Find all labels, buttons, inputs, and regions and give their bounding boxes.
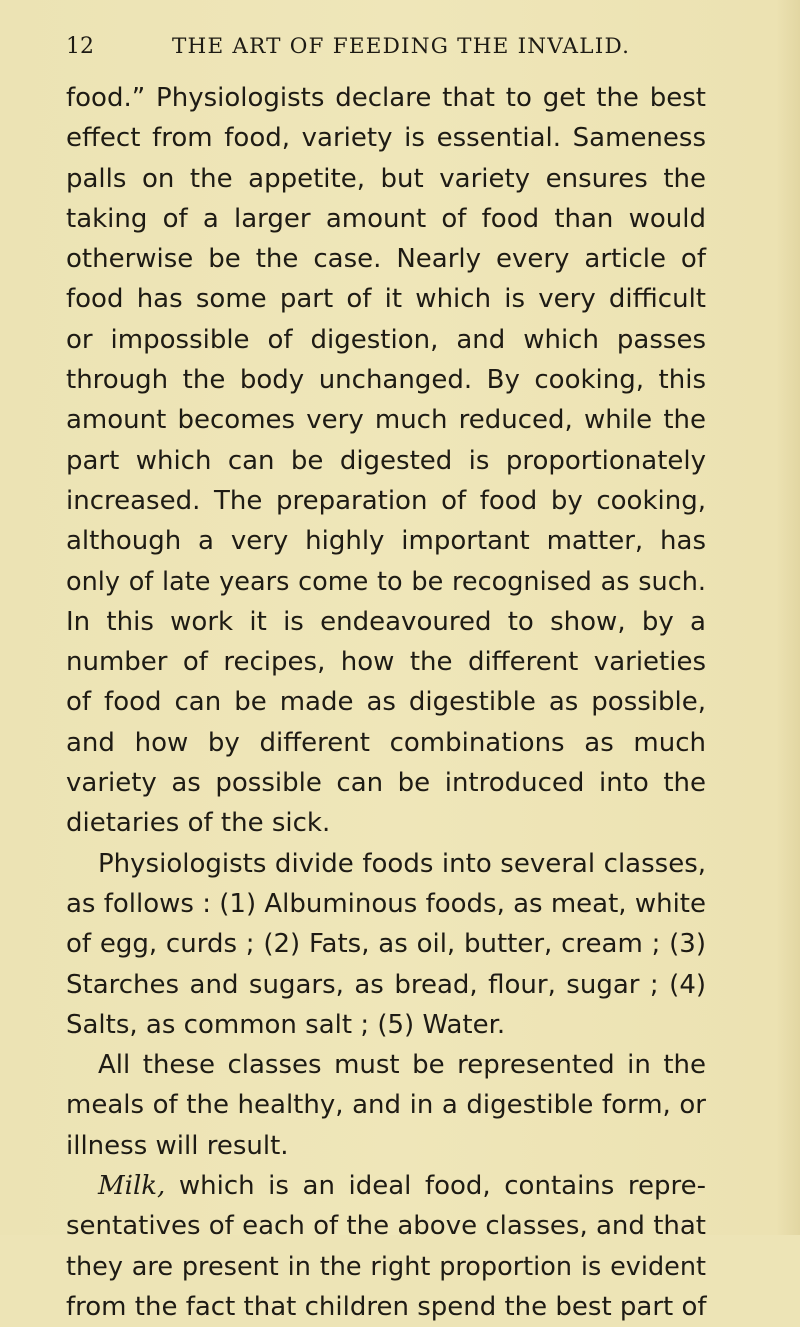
text-line: and how by different combinations as much [66, 727, 706, 758]
text-line: part which can be digested is proportionately [66, 445, 706, 476]
text-line: sentatives of each of the above classes, and that [66, 1211, 706, 1242]
body-text [66, 78, 706, 1327]
text-line: Starches and sugars, as bread, flour, sugar ; (4) [66, 969, 706, 1000]
running-head [66, 32, 706, 64]
line-remainder: which is an ideal food, contains repre- [178, 1171, 707, 1202]
milk-term: Milk, [98, 1171, 166, 1202]
text-line: taking of a larger amount of food than would [66, 203, 706, 234]
text-line: dietaries of the sick. [66, 808, 331, 839]
text-line: meals of the healthy, and in a digestible form, or [66, 1090, 706, 1121]
text-line: from the fact that children spend the best part of [66, 1291, 707, 1322]
text-line: effect from food, variety is essential. Sameness [66, 123, 706, 154]
text-line: through the body unchanged. By cooking, this [66, 365, 706, 396]
text-line: variety as possible can be introduced into the [66, 768, 706, 799]
paragraph-start-line [66, 1166, 706, 1206]
text-line: Salts, as common salt ; (5) Water. [66, 1009, 506, 1040]
paragraph-start-line: All these classes must be represented in the [98, 1050, 706, 1081]
page-number: 12 [66, 34, 94, 59]
running-title: THE ART OF FEEDING THE INVALID. [172, 34, 631, 59]
text-line: of food can be made as digestible as possible, [66, 687, 706, 718]
text-line: or impossible of digestion, and which passes [66, 324, 706, 355]
text-line: palls on the appetite, but variety ensures the [66, 163, 706, 194]
text-line: food has some part of it which is very difficult [66, 284, 706, 315]
text-line: In this work it is endeavoured to show, by a [66, 606, 706, 637]
text-line: as follows : (1) Albuminous foods, as meat, white [66, 888, 706, 919]
text-line: although a very highly important matter, has [66, 526, 706, 557]
text-line: food.” Physiologists declare that to get the best [66, 83, 706, 113]
text-line: illness will result. [66, 1130, 289, 1161]
text-line: amount becomes very much reduced, while the [66, 405, 706, 436]
paragraph-start-line: Physiologists divide foods into several classes, [98, 848, 706, 879]
text-line: increased. The preparation of food by cooking, [66, 485, 706, 516]
text-line: only of late years come to be recognised as such. [66, 566, 706, 597]
text-line: otherwise be the case. Nearly every article of [66, 244, 706, 275]
text-line: of egg, curds ; (2) Fats, as oil, butter, cream ; (3) [66, 929, 706, 960]
text-line: number of recipes, how the different varieties [66, 647, 706, 678]
text-line: they are present in the right proportion is evident [66, 1251, 706, 1282]
